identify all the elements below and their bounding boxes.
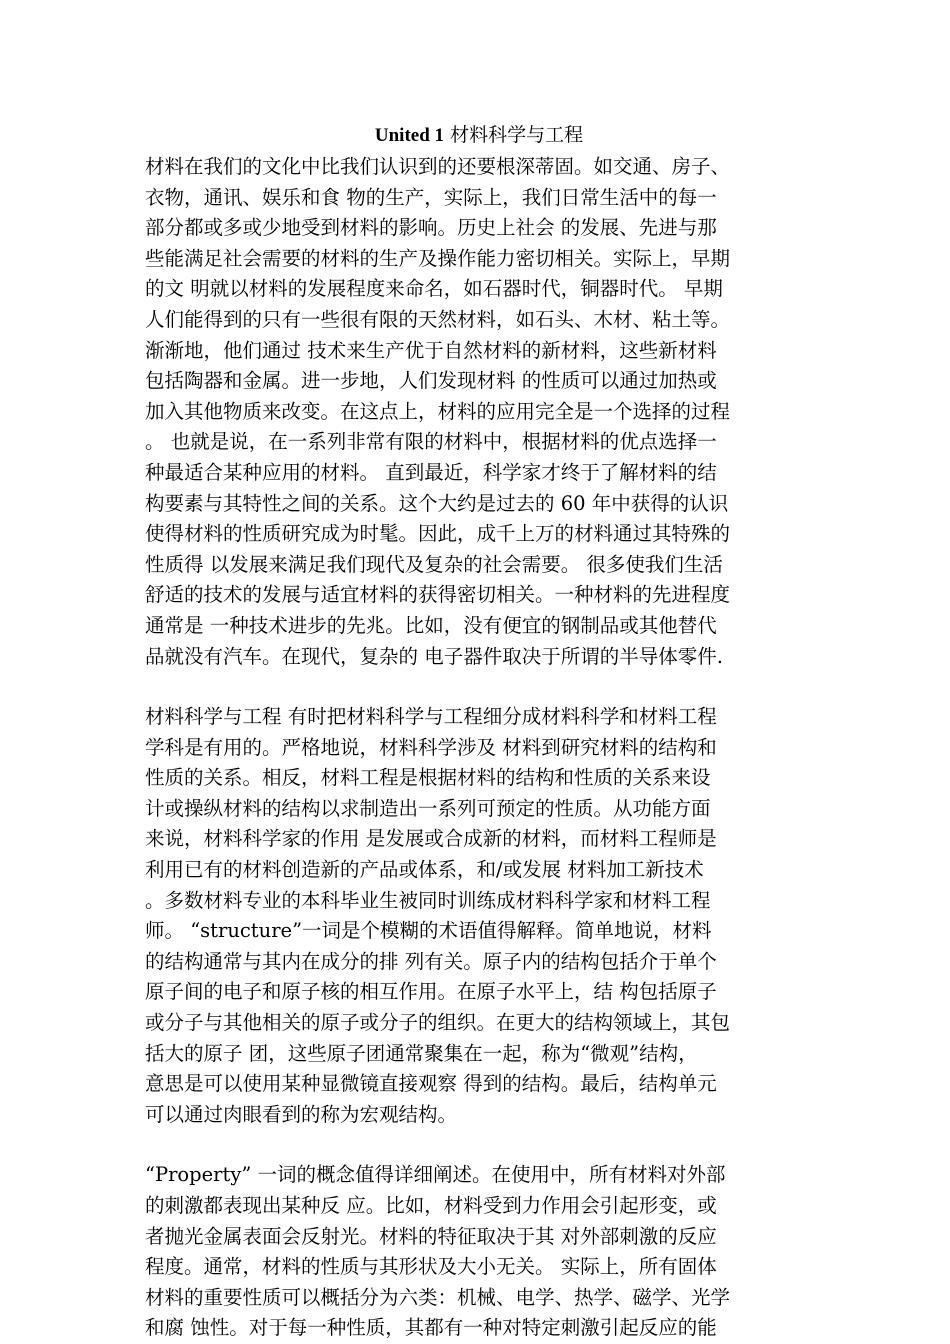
text-line: 品就没有汽车。在现代，复杂的 电子器件取决于所谓的半导体零件. [145,644,723,668]
text-line: 通常是 一种技术进步的先兆。比如，没有便宜的钢制品或其他替代 [145,613,717,637]
text-line: 的结构通常与其内在成分的排 列有关。原子内的结构包括介于单个 [145,949,717,973]
text-line: 材料的重要性质可以概括分为六类：机械、电学、热学、磁学、光学 [145,1285,731,1309]
text-line: 利用已有的材料创造新的产品或体系，和/或发展 材料加工新技术 [145,858,704,882]
text-line: 材料在我们的文化中比我们认识到的还要根深蒂固。如交通、房子、 [145,155,731,178]
text-line: 者抛光金属表面会反射光。材料的特征取决于其 对外部刺激的反应 [145,1224,717,1248]
text-line: 的文 明就以材料的发展程度来命名，如石器时代，铜器时代。 早期 [145,277,723,301]
paragraph-property [145,1160,813,1344]
text-line: 性质的关系。相反，材料工程是根据材料的结构和性质的关系来设 [145,766,711,790]
title-chinese: 材料科学与工程 [450,124,584,146]
text-line: 。多数材料专业的本科毕业生被同时训练成材料科学家和材料工程 [145,888,711,912]
text-line: 包括陶器和金属。进一步地，人们发现材料 的性质可以通过加热或 [145,369,717,393]
text-line: 师。 “structure”一词是个模糊的术语值得解释。简单地说，材料 [145,919,712,943]
text-line: 学科是有用的。严格地说，材料科学涉及 材料到研究材料的结构和 [145,735,717,759]
text-line: 括大的原子 团，这些原子团通常聚集在一起，称为“微观”结构， [145,1041,698,1065]
text-line: 人们能得到的只有一些很有限的天然材料，如石头、木材、粘土等。 [145,307,731,331]
title-english: United 1 [374,125,445,146]
text-line: 来说，材料科学家的作用 是发展或合成新的材料，而材料工程师是 [145,827,717,851]
text-line: 或分子与其他相关的原子或分子的组织。在更大的结构领域上，其包 [145,1011,731,1035]
paragraph-gap [145,1130,813,1160]
text-line: 渐渐地，他们通过 技术来生产优于自然材料的新材料，这些新材料 [145,338,717,362]
text-line: “Property” 一词的概念值得详细阐述。在使用中，所有材料对外部 [145,1163,726,1187]
text-line: 性质得 以发展来满足我们现代及复杂的社会需要。 很多使我们生活 [145,552,723,576]
document-page [145,122,813,1344]
text-line: 。 也就是说，在一系列非常有限的材料中，根据材料的优点选择一 [145,430,717,454]
paragraph-intro [145,152,813,672]
text-line: 衣物，通讯、娱乐和食 物的生产，实际上，我们日常生活中的每一 [145,185,717,209]
text-line: 构要素与其特性之间的关系。这个大约是过去的 60 年中获得的认识 [145,491,729,515]
text-line: 材料科学与工程 有时把材料科学与工程细分成材料科学和材料工程 [145,705,717,729]
text-line: 的刺激都表现出某种反 应。比如，材料受到力作用会引起形变，或 [145,1194,717,1217]
text-line: 使得材料的性质研究成为时髦。因此，成千上万的材料通过其特殊的 [145,522,731,546]
text-line: 和腐 蚀性。对于每一种性质，其都有一种对特定刺激引起反应的能 [145,1316,717,1340]
text-line: 部分都或多或少地受到材料的影响。历史上社会 的发展、先进与那 [145,216,717,240]
text-line: 可以通过肉眼看到的称为宏观结构。 [145,1102,458,1126]
text-line: 计或操纵材料的结构以求制造出一系列可预定的性质。从功能方面 [145,796,711,820]
text-line: 意思是可以使用某种显微镜直接观察 得到的结构。最后，结构单元 [145,1072,717,1096]
text-line: 加入其他物质来改变。在这点上，材料的应用完全是一个选择的过程 [145,399,731,423]
text-line: 种最适合某种应用的材料。 直到最近，科学家才终于了解材料的结 [145,460,717,484]
document-title [145,122,813,150]
text-line: 程度。通常，材料的性质与其形状及大小无关。 实际上，所有固体 [145,1255,717,1279]
paragraph-materials-science-engineering [145,702,813,1130]
text-line: 些能满足社会需要的材料的生产及操作能力密切相关。实际上，早期 [145,246,731,270]
paragraph-gap [145,672,813,702]
text-line: 原子间的电子和原子核的相互作用。在原子水平上，结 构包括原子 [145,980,717,1004]
text-line: 舒适的技术的发展与适宜材料的获得密切相关。一种材料的先进程度 [145,583,731,607]
